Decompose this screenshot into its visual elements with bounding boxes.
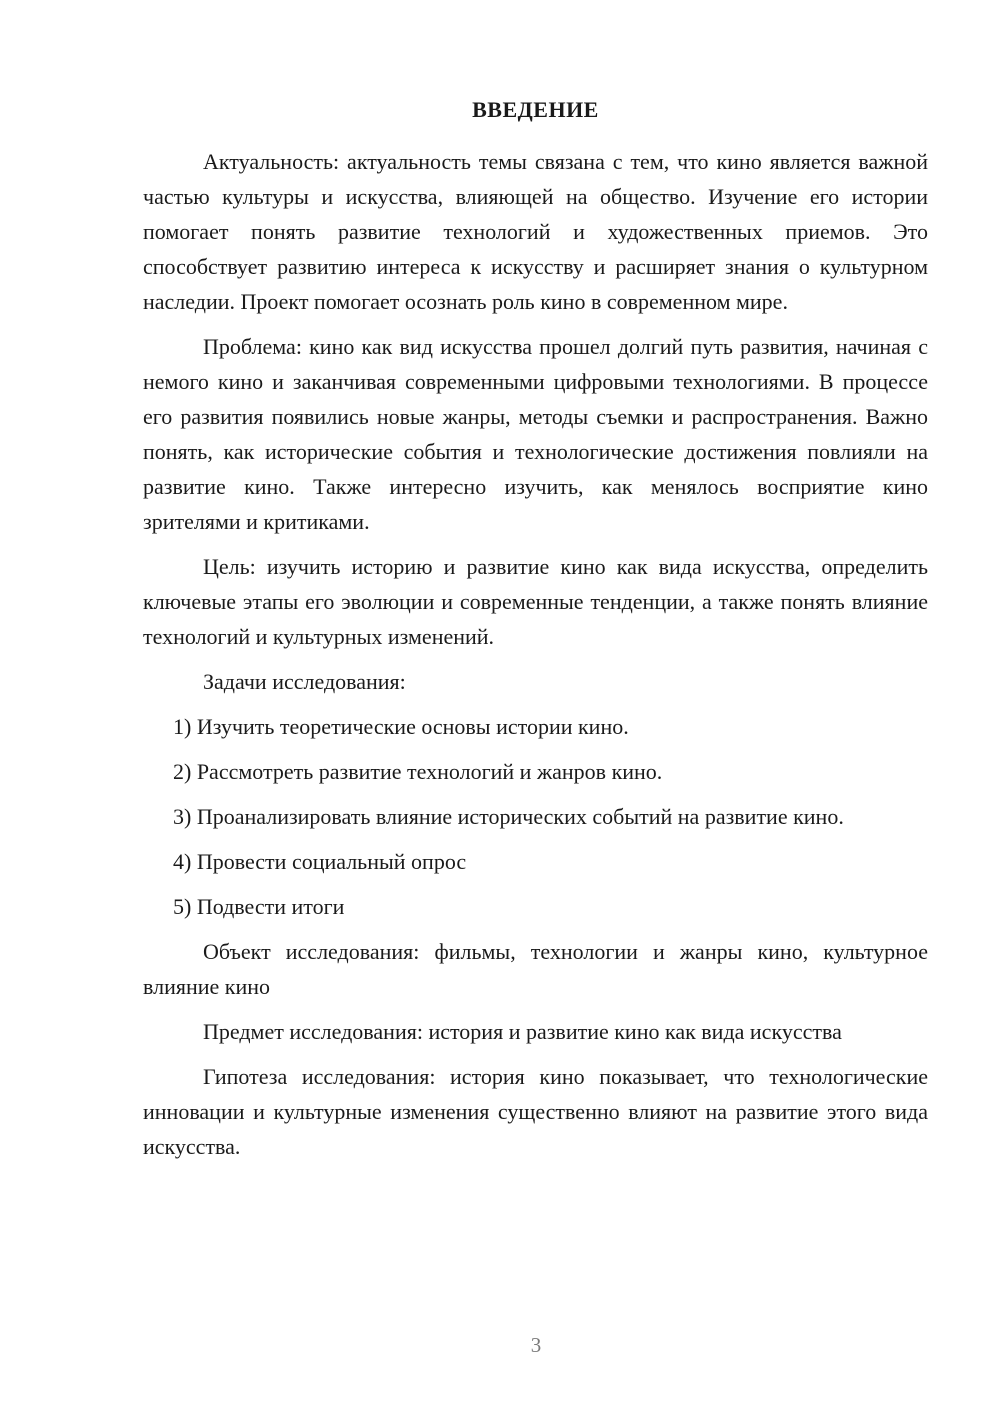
goal-paragraph: Цель: изучить историю и развитие кино как вида искусства, определить ключевые этапы его эволюции и современные тенденции, а также понять влияние технологий и культурных изменений. xyxy=(143,554,928,649)
task-item: 2) Рассмотреть развитие технологий и жанров кино. xyxy=(173,759,663,784)
hypothesis-paragraph: Гипотеза исследования: история кино показывает, что технологические инновации и культурные изменения существенно влияют на развитие этого вида искусства. xyxy=(143,1064,928,1159)
page-content xyxy=(143,92,928,1174)
tasks-heading: Задачи исследования: xyxy=(203,669,406,694)
object-paragraph: Объект исследования: фильмы, технологии и жанры кино, культурное влияние кино xyxy=(143,939,928,999)
relevance-paragraph: Актуальность: актуальность темы связана с тем, что кино является важной частью культуры и искусства, влияющей на общество. Изучение его истории помогает понять развитие технологий и художественных приемов. Это способствует развитию интереса к искусству и расширяет знания о культурном наследии. Проект помогает осознать роль кино в современном мире. xyxy=(143,149,928,314)
subject-paragraph: Предмет исследования: история и развитие кино как вида искусства xyxy=(203,1019,842,1044)
task-item: 5) Подвести итоги xyxy=(173,894,345,919)
page-title: ВВЕДЕНИЕ xyxy=(472,97,599,122)
task-item: 3) Проанализировать влияние исторических событий на развитие кино. xyxy=(173,804,844,829)
task-item: 4) Провести социальный опрос xyxy=(173,849,467,874)
task-item: 1) Изучить теоретические основы истории кино. xyxy=(173,714,629,739)
page-number: 3 xyxy=(530,1333,542,1357)
problem-paragraph: Проблема: кино как вид искусства прошел долгий путь развития, начиная с немого кино и заканчивая современными цифровыми технологиями. В процессе его развития появились новые жанры, методы съемки и распространения. Важно понять, как исторические события и технологические достижения повлияли на развитие кино. Также интересно изучить, как менялось восприятие кино зрителями и критиками. xyxy=(143,334,928,534)
